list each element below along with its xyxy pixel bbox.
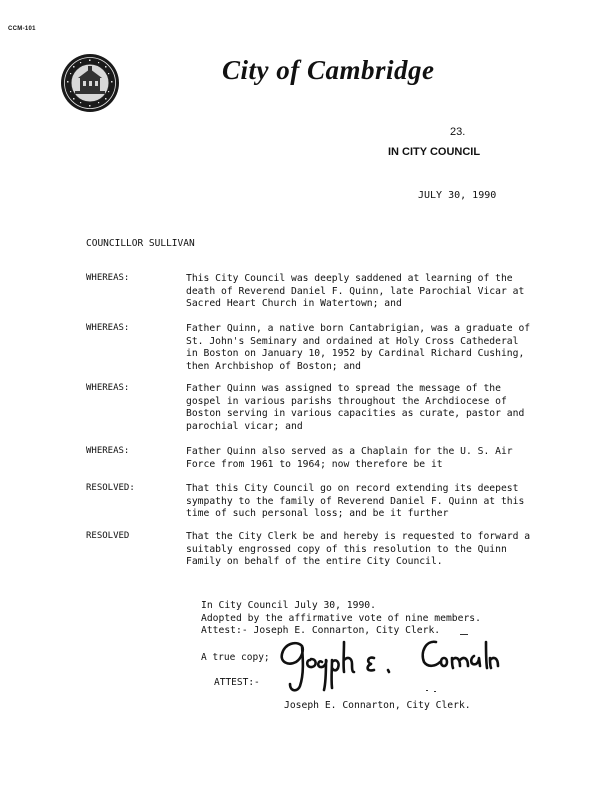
clause-text: Father Quinn was assigned to spread the message of the gospel in various parishs throughout the Archdiocese of Boston serving in various capacities as curate, pastor and parochial vicar; and bbox=[186, 383, 525, 432]
clause-text: This City Council was deeply saddened at learning of the death of Reverend Daniel F. Quinn, late Parochial Vicar at Sacred Heart Church in Watertown; and bbox=[186, 273, 525, 309]
clause-label: RESOLVED bbox=[86, 531, 130, 541]
clause-label: RESOLVED: bbox=[86, 483, 135, 493]
city-seal-icon bbox=[60, 53, 120, 113]
form-code: CCM-101 bbox=[8, 26, 36, 32]
adoption-line: Adopted by the affirmative vote of nine members. bbox=[201, 612, 481, 624]
city-masthead: City of Cambridge bbox=[222, 55, 435, 85]
sponsor-councillor: COUNCILLOR SULLIVAN bbox=[86, 238, 195, 249]
clause-label: WHEREAS: bbox=[86, 383, 130, 393]
true-copy-label: A true copy; bbox=[201, 652, 270, 663]
clause-label: WHEREAS: bbox=[86, 446, 130, 456]
clause-label: WHEREAS: bbox=[86, 273, 130, 283]
resolution-date: JULY 30, 1990 bbox=[418, 190, 497, 201]
attest-label: ATTEST:- bbox=[214, 677, 260, 688]
clause-text: Father Quinn also served as a Chaplain for the U. S. Air Force from 1961 to 1964; now therefore be it bbox=[186, 446, 513, 470]
document-number: 23. bbox=[450, 126, 466, 138]
clause-text: That the City Clerk be and hereby is requested to forward a suitably engrossed copy of this resolution to the Quinn Family on behalf of the entire City Council. bbox=[186, 531, 531, 567]
clause-text: Father Quinn, a native born Cantabrigian, was a graduate of St. John's Seminary and ordained at Holy Cross Cathederal in Boston on January 10, 1952 by Cardinal Richard Cushing, then Archbishop of Boston; and bbox=[186, 323, 531, 372]
clause-text: That this City Council go on record extending its deepest sympathy to the family of Reverend Daniel F. Quinn at this time of such personal loss; and be it further bbox=[186, 483, 525, 519]
clerk-signature bbox=[276, 630, 501, 700]
clerk-name: Joseph E. Connarton, City Clerk. bbox=[284, 700, 471, 711]
adoption-line: In City Council July 30, 1990. bbox=[201, 600, 376, 611]
clause-label: WHEREAS: bbox=[86, 323, 130, 333]
council-heading: IN CITY COUNCIL bbox=[388, 146, 481, 158]
adoption-line: Attest:- Joseph E. Connarton, City Clerk. bbox=[201, 625, 441, 636]
